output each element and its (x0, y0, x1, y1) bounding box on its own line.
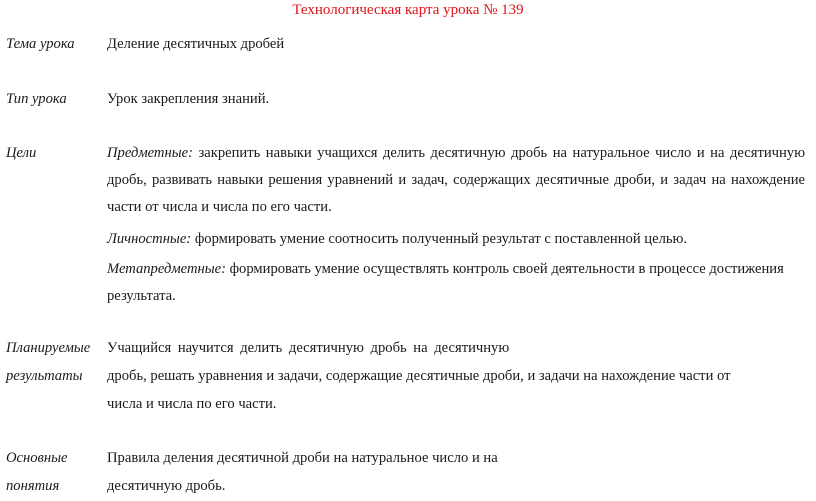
lesson-type-label: Тип урока (6, 91, 67, 107)
basic-concepts-label-line2: понятия (6, 478, 60, 494)
goals-personal-text: формировать умение соотносить полученный результат с поставленной целью. (194, 231, 688, 247)
goals-subject-text: закрепить навыки учащихся делить десятичную дробь на натуральное число и на десятичную дробь, развивать навыки решения уравнений и задач, содержащих десятичные дроби, и задач на нахождение части от числа и числа по его части. (107, 145, 805, 215)
planned-results-line3: числа и числа по его части. (107, 396, 277, 412)
basic-concepts-line1: Правила деления десятичной дроби на натуральное число и на (107, 450, 498, 466)
planned-results-label-line2: результаты (6, 368, 83, 384)
basic-concepts-line2: десятичную дробь. (107, 478, 226, 494)
goals-personal-paragraph (107, 226, 805, 253)
topic-label: Тема урока (6, 36, 75, 52)
goals-label: Цели (6, 145, 37, 161)
topic-value: Деление десятичных дробей (107, 36, 285, 52)
goals-meta-text: формировать умение осуществлять контроль своей деятельности в процессе достижения результата. (107, 261, 784, 304)
goals-subject-label: Предметные: (107, 145, 193, 161)
planned-results-line1: Учащийся научится делить десятичную дробь на десятичную (107, 340, 510, 356)
goals-meta-paragraph (107, 256, 805, 310)
basic-concepts-label-line1: Основные (6, 450, 68, 466)
planned-results-label-line1: Планируемые (6, 340, 91, 356)
goals-meta-label: Метапредметные: (107, 261, 226, 277)
page-title: Технологическая карта урока № 139 (292, 2, 524, 18)
goals-personal-label: Личностные: (107, 231, 192, 247)
goals-subject-paragraph (107, 140, 805, 221)
planned-results-line2: дробь, решать уравнения и задачи, содержащие десятичные дроби, и задачи на нахождение части от (107, 368, 731, 384)
lesson-type-value: Урок закрепления знаний. (107, 91, 270, 107)
